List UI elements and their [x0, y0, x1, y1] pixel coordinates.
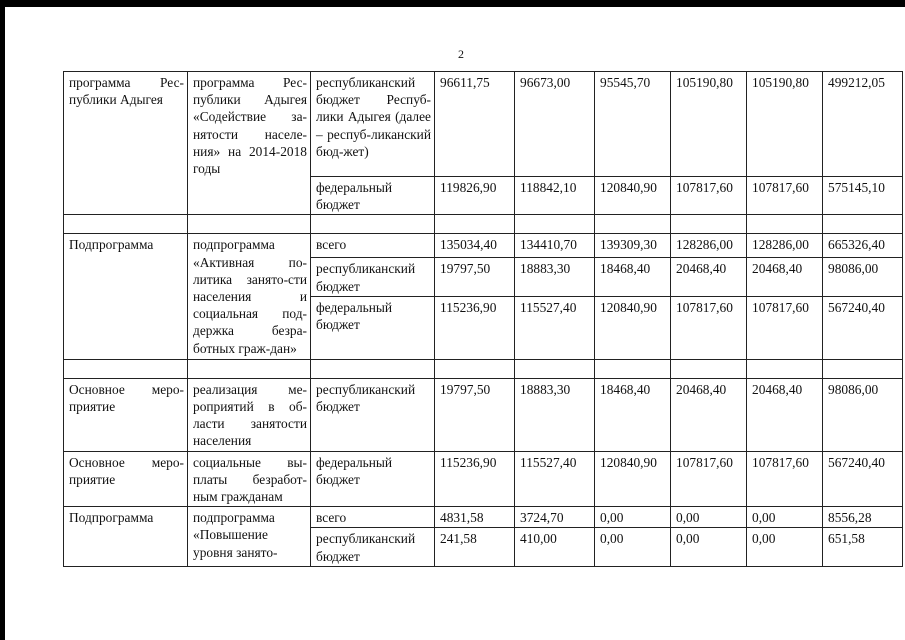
- amount-cell: 241,58: [435, 528, 515, 566]
- amount-cell: 567240,40: [823, 296, 903, 359]
- amount-cell: 20468,40: [747, 258, 823, 296]
- amount-cell: 0,00: [595, 507, 671, 528]
- table-row: [64, 72, 903, 177]
- program-name-cell: социальные вы-платы безработ-ным гражданам: [188, 451, 311, 507]
- amount-cell: 3724,70: [515, 507, 595, 528]
- amount-cell: 575145,10: [823, 177, 903, 215]
- gap-cell: [64, 359, 188, 378]
- amount-cell: 20468,40: [671, 258, 747, 296]
- amount-cell: 20468,40: [747, 378, 823, 451]
- table-row: [64, 451, 903, 507]
- funding-source-cell: республиканский бюджет: [311, 258, 435, 296]
- amount-cell: 115527,40: [515, 296, 595, 359]
- amount-cell: 115527,40: [515, 451, 595, 507]
- scan-border-top: [0, 0, 905, 7]
- amount-cell: 651,58: [823, 528, 903, 566]
- amount-cell: 18883,30: [515, 258, 595, 296]
- amount-cell: 115236,90: [435, 451, 515, 507]
- gap-cell: [188, 215, 311, 234]
- amount-cell: 105190,80: [671, 72, 747, 177]
- program-name-cell: программа Рес-публики Адыгея «Содействие за-нятости населе-ния» на 2014-2018 годы: [188, 72, 311, 215]
- amount-cell: 8556,28: [823, 507, 903, 528]
- budget-table-body: [64, 72, 903, 567]
- gap-cell: [64, 215, 188, 234]
- amount-cell: 119826,90: [435, 177, 515, 215]
- gap-cell: [188, 359, 311, 378]
- funding-source-cell: федеральный бюджет: [311, 177, 435, 215]
- amount-cell: 128286,00: [747, 234, 823, 258]
- amount-cell: 107817,60: [671, 451, 747, 507]
- amount-cell: 98086,00: [823, 378, 903, 451]
- amount-cell: 107817,60: [671, 296, 747, 359]
- scan-border-left: [0, 0, 5, 640]
- table-gap: [64, 215, 903, 234]
- amount-cell: 107817,60: [747, 177, 823, 215]
- table-gap: [64, 359, 903, 378]
- amount-cell: 115236,90: [435, 296, 515, 359]
- funding-source-cell: всего: [311, 507, 435, 528]
- table-row: [64, 378, 903, 451]
- funding-source-cell: республиканский бюджет: [311, 378, 435, 451]
- amount-cell: 134410,70: [515, 234, 595, 258]
- funding-source-cell: федеральный бюджет: [311, 296, 435, 359]
- amount-cell: 19797,50: [435, 378, 515, 451]
- status-cell: программа Рес-публики Адыгея: [64, 72, 188, 215]
- status-cell: Основное меро-приятие: [64, 378, 188, 451]
- gap-cell: [671, 359, 747, 378]
- amount-cell: 665326,40: [823, 234, 903, 258]
- gap-cell: [311, 359, 435, 378]
- status-cell: Подпрограмма: [64, 507, 188, 567]
- program-name-cell: подпрограмма «Повышение уровня занято-: [188, 507, 311, 567]
- amount-cell: 105190,80: [747, 72, 823, 177]
- amount-cell: 107817,60: [671, 177, 747, 215]
- gap-cell: [515, 215, 595, 234]
- amount-cell: 139309,30: [595, 234, 671, 258]
- amount-cell: 95545,70: [595, 72, 671, 177]
- amount-cell: 20468,40: [671, 378, 747, 451]
- amount-cell: 107817,60: [747, 451, 823, 507]
- funding-source-cell: всего: [311, 234, 435, 258]
- budget-table: [63, 71, 903, 567]
- status-cell: Подпрограмма: [64, 234, 188, 359]
- amount-cell: 499212,05: [823, 72, 903, 177]
- gap-cell: [823, 359, 903, 378]
- gap-cell: [671, 215, 747, 234]
- amount-cell: 120840,90: [595, 177, 671, 215]
- amount-cell: 18468,40: [595, 378, 671, 451]
- funding-source-cell: федеральный бюджет: [311, 451, 435, 507]
- amount-cell: 410,00: [515, 528, 595, 566]
- gap-cell: [747, 359, 823, 378]
- amount-cell: 19797,50: [435, 258, 515, 296]
- amount-cell: 18468,40: [595, 258, 671, 296]
- amount-cell: 118842,10: [515, 177, 595, 215]
- amount-cell: 135034,40: [435, 234, 515, 258]
- amount-cell: 4831,58: [435, 507, 515, 528]
- status-cell: Основное меро-приятие: [64, 451, 188, 507]
- funding-source-cell: республиканский бюджет: [311, 528, 435, 566]
- funding-source-cell: республиканский бюджет Респуб-лики Адыгея (далее – респуб-ликанский бюд-жет): [311, 72, 435, 177]
- amount-cell: 120840,90: [595, 451, 671, 507]
- amount-cell: 128286,00: [671, 234, 747, 258]
- page-number: 2: [458, 47, 464, 61]
- gap-cell: [311, 215, 435, 234]
- gap-cell: [435, 359, 515, 378]
- amount-cell: 18883,30: [515, 378, 595, 451]
- gap-cell: [595, 359, 671, 378]
- gap-cell: [747, 215, 823, 234]
- amount-cell: 0,00: [595, 528, 671, 566]
- gap-cell: [823, 215, 903, 234]
- amount-cell: 567240,40: [823, 451, 903, 507]
- program-name-cell: подпрограмма «Активная по-литика занято-сти населения и социальная под-держка безра-ботных граж-дан»: [188, 234, 311, 359]
- amount-cell: 0,00: [747, 528, 823, 566]
- amount-cell: 0,00: [747, 507, 823, 528]
- gap-cell: [515, 359, 595, 378]
- table-row: [64, 507, 903, 528]
- amount-cell: 107817,60: [747, 296, 823, 359]
- amount-cell: 120840,90: [595, 296, 671, 359]
- amount-cell: 0,00: [671, 507, 747, 528]
- gap-cell: [435, 215, 515, 234]
- amount-cell: 0,00: [671, 528, 747, 566]
- program-name-cell: реализация ме-роприятий в об-ласти занятости населения: [188, 378, 311, 451]
- amount-cell: 96611,75: [435, 72, 515, 177]
- table-row: [64, 234, 903, 258]
- gap-cell: [595, 215, 671, 234]
- amount-cell: 98086,00: [823, 258, 903, 296]
- amount-cell: 96673,00: [515, 72, 595, 177]
